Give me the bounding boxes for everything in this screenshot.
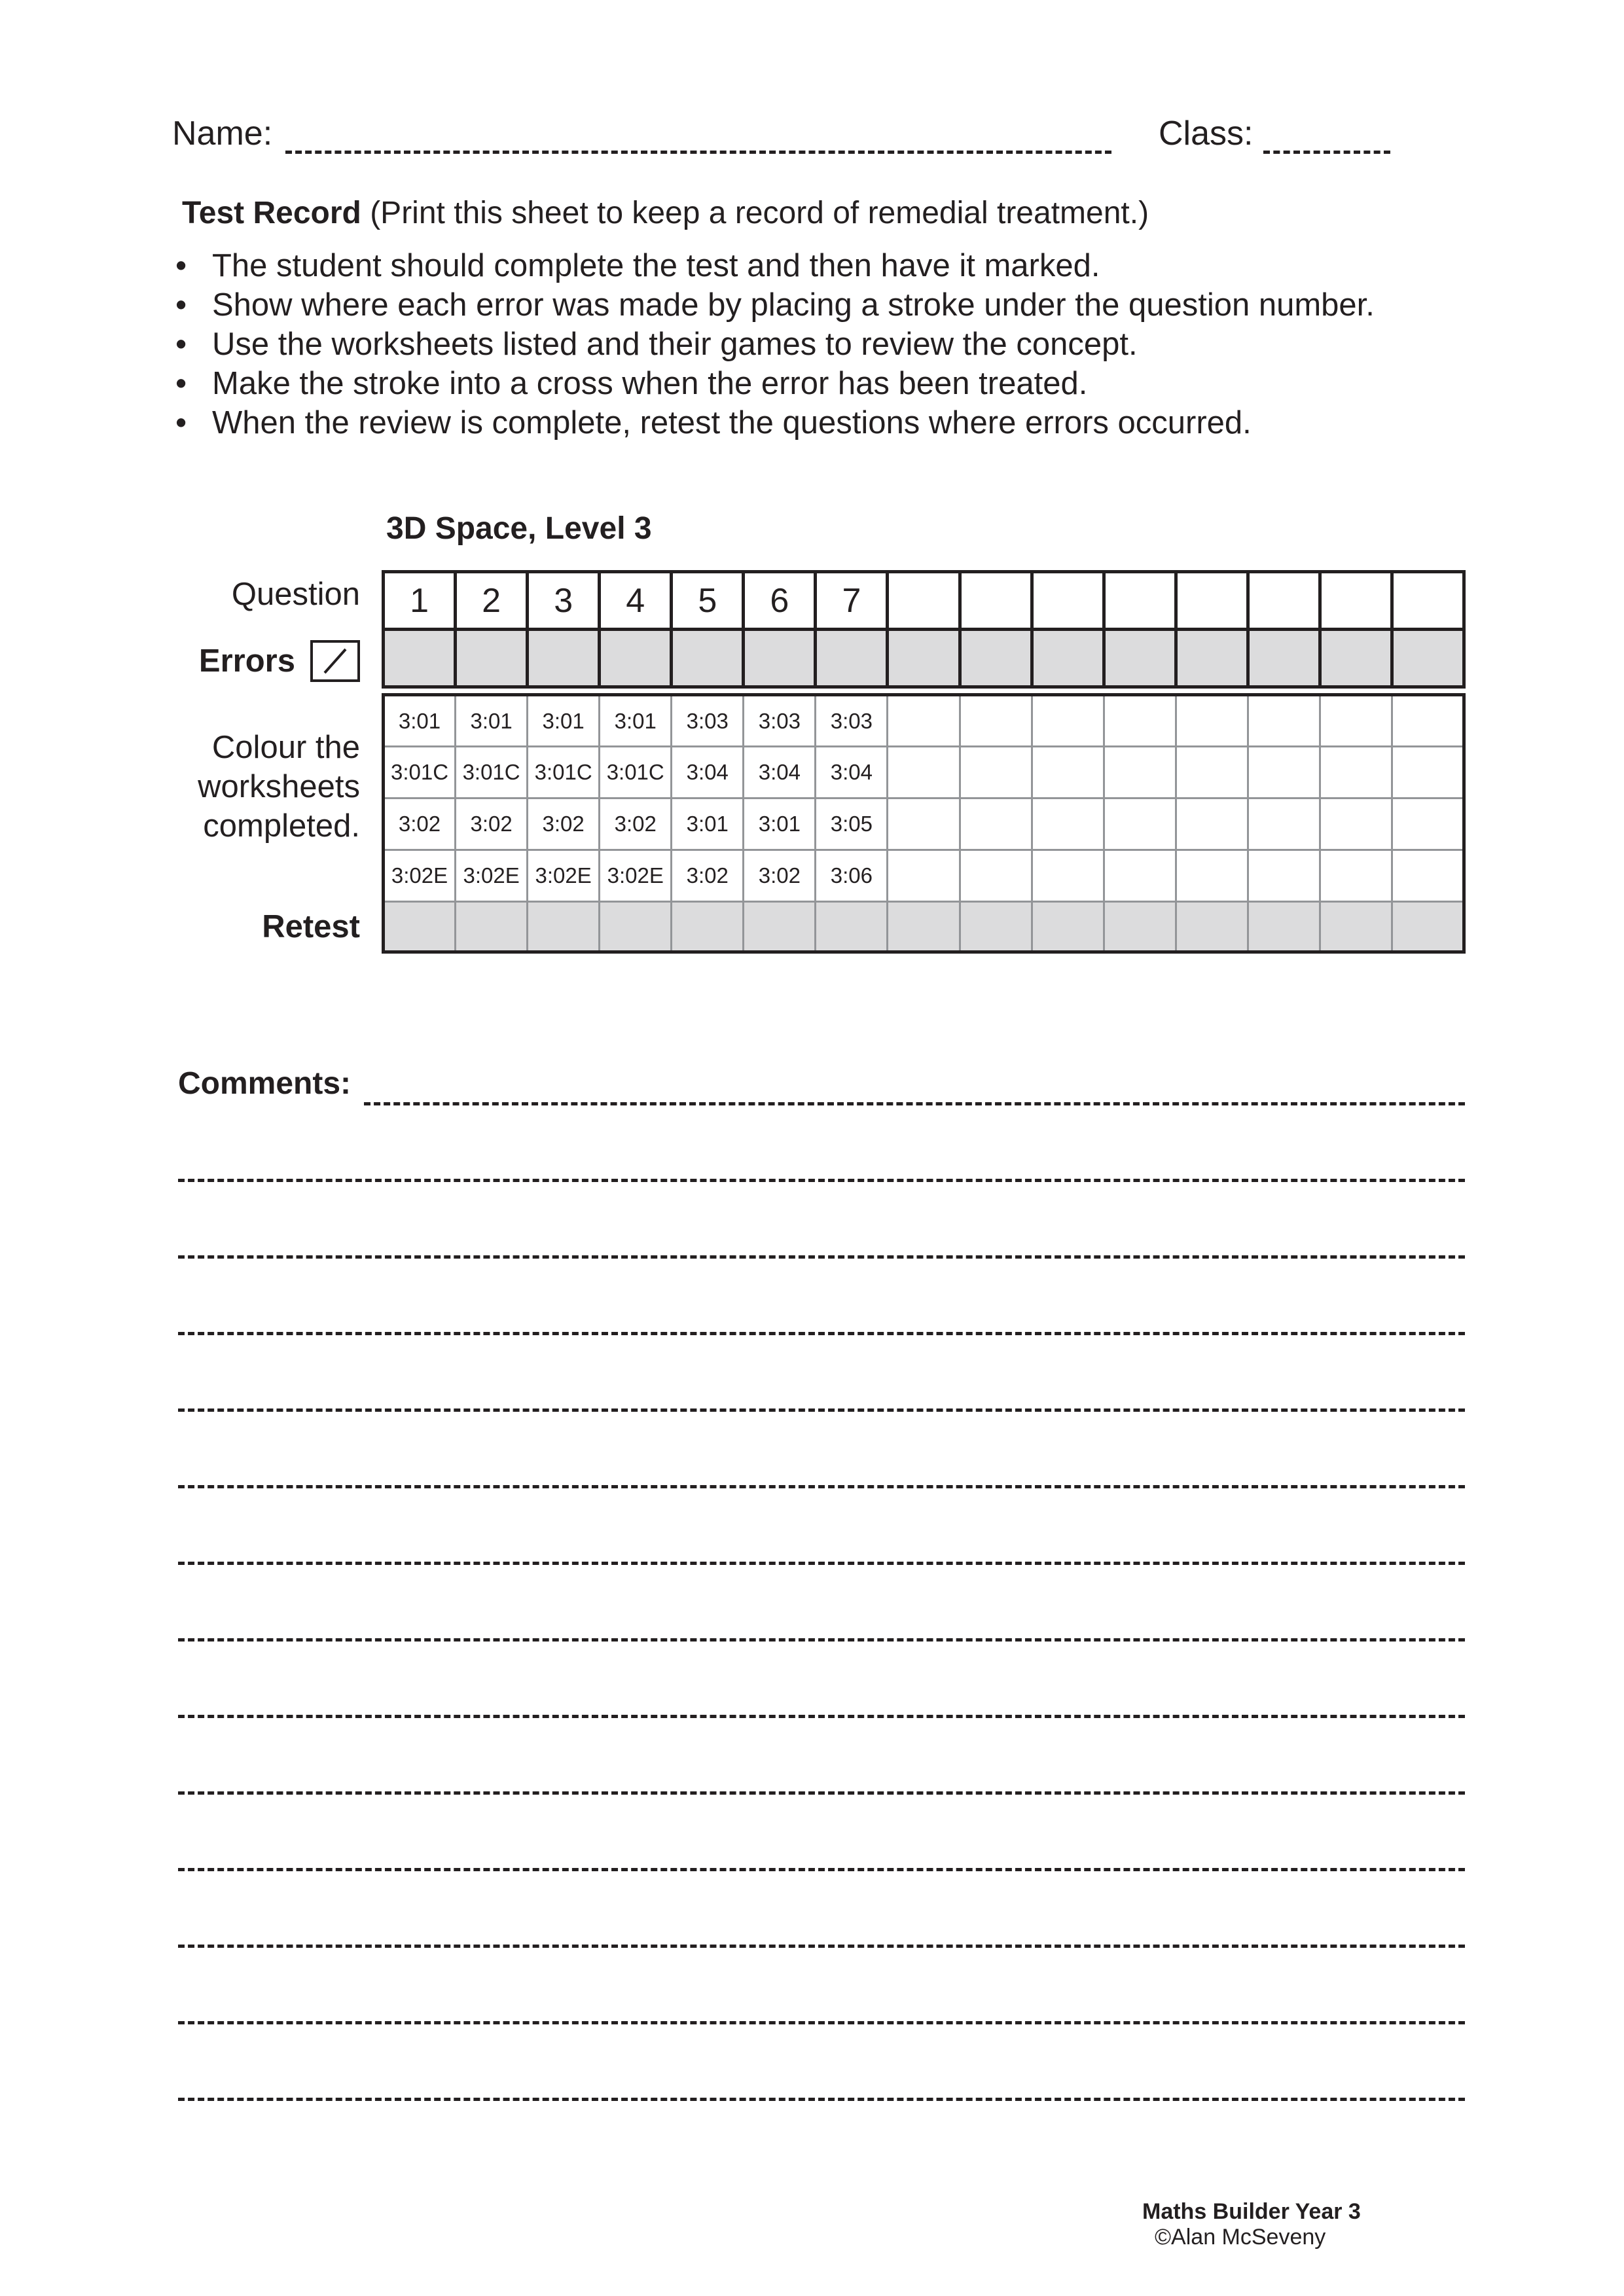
question-number bbox=[1032, 572, 1104, 630]
comment-line[interactable] bbox=[178, 2021, 1465, 2024]
worksheet-cell[interactable]: 3:02E bbox=[456, 850, 528, 902]
worksheet-cell[interactable] bbox=[1176, 695, 1248, 747]
worksheet-cell[interactable]: 3:01C bbox=[384, 747, 456, 798]
name-label: Name: bbox=[172, 115, 273, 152]
retest-label: Retest bbox=[262, 909, 360, 944]
worksheet-cell[interactable] bbox=[1104, 747, 1176, 798]
comments-label: Comments: bbox=[178, 1066, 352, 1101]
worksheet-cell[interactable]: 3:01 bbox=[528, 695, 600, 747]
worksheet-cell[interactable]: 3:06 bbox=[816, 850, 888, 902]
comment-line[interactable] bbox=[178, 1868, 1465, 1871]
error-cell[interactable] bbox=[960, 630, 1032, 687]
instruction-item: • The student should complete the test and then have it marked. bbox=[175, 246, 1375, 285]
worksheet-cell[interactable]: 3:01 bbox=[456, 695, 528, 747]
worksheet-cell[interactable]: 3:02E bbox=[384, 850, 456, 902]
worksheet-cell[interactable]: 3:02E bbox=[600, 850, 672, 902]
question-number bbox=[1176, 572, 1248, 630]
worksheet-cell[interactable]: 3:03 bbox=[672, 695, 744, 747]
worksheet-cell[interactable]: 3:03 bbox=[744, 695, 816, 747]
question-number bbox=[1320, 572, 1392, 630]
error-cell[interactable] bbox=[1032, 630, 1104, 687]
comment-line[interactable] bbox=[178, 1791, 1465, 1795]
worksheet-cell[interactable]: 3:02E bbox=[528, 850, 600, 902]
worksheet-table bbox=[382, 693, 1466, 954]
instruction-item: • When the review is complete, retest the questions where errors occurred. bbox=[175, 403, 1375, 442]
question-number: 3 bbox=[528, 572, 600, 630]
error-cell[interactable] bbox=[528, 630, 600, 687]
retest-cell[interactable] bbox=[1176, 902, 1248, 952]
worksheet-cell[interactable] bbox=[960, 747, 1032, 798]
worksheet-cell[interactable] bbox=[1176, 850, 1248, 902]
worksheet-cell[interactable]: 3:01 bbox=[600, 695, 672, 747]
worksheet-cell[interactable] bbox=[1248, 798, 1320, 850]
worksheet-cell[interactable] bbox=[888, 798, 960, 850]
worksheet-cell[interactable]: 3:02 bbox=[456, 798, 528, 850]
error-cell[interactable] bbox=[744, 630, 816, 687]
worksheet-cell[interactable]: 3:02 bbox=[384, 798, 456, 850]
comment-line[interactable] bbox=[178, 1408, 1465, 1412]
worksheet-cell[interactable]: 3:02 bbox=[744, 850, 816, 902]
worksheet-cell[interactable] bbox=[1392, 747, 1464, 798]
comment-line[interactable] bbox=[178, 1715, 1465, 1718]
worksheet-cell[interactable] bbox=[1032, 695, 1104, 747]
retest-cell[interactable] bbox=[960, 902, 1032, 952]
worksheet-cell[interactable]: 3:01 bbox=[384, 695, 456, 747]
question-number bbox=[960, 572, 1032, 630]
question-number bbox=[888, 572, 960, 630]
comment-line[interactable] bbox=[178, 1945, 1465, 1948]
comment-line[interactable] bbox=[178, 1179, 1465, 1182]
worksheet-cell[interactable]: 3:04 bbox=[672, 747, 744, 798]
question-table bbox=[382, 570, 1466, 689]
worksheet-cell[interactable]: 3:01 bbox=[672, 798, 744, 850]
worksheet-cell[interactable] bbox=[1320, 850, 1392, 902]
footer-title: Maths Builder Year 3 bbox=[1142, 2199, 1361, 2224]
class-label: Class: bbox=[1159, 115, 1254, 152]
worksheet-cell[interactable] bbox=[1176, 747, 1248, 798]
worksheet-cell[interactable] bbox=[1320, 695, 1392, 747]
worksheet-cell[interactable] bbox=[1176, 798, 1248, 850]
worksheet-cell[interactable] bbox=[1320, 798, 1392, 850]
retest-cell[interactable] bbox=[384, 902, 456, 952]
question-number: 1 bbox=[384, 572, 456, 630]
worksheet-cell[interactable] bbox=[888, 695, 960, 747]
stroke-key-box bbox=[310, 640, 360, 682]
worksheet-cell[interactable] bbox=[1104, 798, 1176, 850]
class-field-line[interactable] bbox=[1263, 151, 1390, 154]
comment-line[interactable] bbox=[178, 1562, 1465, 1565]
retest-cell[interactable] bbox=[1248, 902, 1320, 952]
worksheet-cell[interactable] bbox=[888, 850, 960, 902]
comment-line[interactable] bbox=[364, 1102, 1465, 1105]
comment-line[interactable] bbox=[178, 1485, 1465, 1488]
colour-label-3: completed. bbox=[203, 808, 360, 844]
worksheet-cell[interactable]: 3:05 bbox=[816, 798, 888, 850]
question-number bbox=[1392, 572, 1464, 630]
worksheet-row bbox=[384, 850, 1464, 902]
worksheet-cell[interactable]: 3:01C bbox=[528, 747, 600, 798]
colour-label-1: Colour the bbox=[211, 730, 360, 765]
question-number bbox=[1104, 572, 1176, 630]
worksheet-cell[interactable] bbox=[960, 798, 1032, 850]
error-cell[interactable] bbox=[1104, 630, 1176, 687]
retest-cell[interactable] bbox=[888, 902, 960, 952]
retest-cell[interactable] bbox=[744, 902, 816, 952]
question-label: Question bbox=[231, 577, 360, 612]
comment-line[interactable] bbox=[178, 1255, 1465, 1259]
worksheet-cell[interactable]: 3:04 bbox=[816, 747, 888, 798]
worksheet-cell[interactable]: 3:02 bbox=[672, 850, 744, 902]
worksheet-cell[interactable] bbox=[1104, 850, 1176, 902]
error-cell[interactable] bbox=[456, 630, 528, 687]
colour-label-2: worksheets bbox=[198, 769, 360, 804]
footer-copyright: ©Alan McSeveny bbox=[1155, 2225, 1326, 2250]
worksheet-cell[interactable] bbox=[888, 747, 960, 798]
worksheet-cell[interactable] bbox=[1032, 747, 1104, 798]
errors-row bbox=[384, 630, 1464, 687]
worksheet-cell[interactable] bbox=[960, 695, 1032, 747]
retest-cell[interactable] bbox=[1320, 902, 1392, 952]
question-number bbox=[1248, 572, 1320, 630]
question-number: 2 bbox=[456, 572, 528, 630]
retest-cell[interactable] bbox=[1104, 902, 1176, 952]
worksheet-cell[interactable] bbox=[1392, 798, 1464, 850]
worksheet-cell[interactable] bbox=[1248, 850, 1320, 902]
comment-line[interactable] bbox=[178, 1332, 1465, 1335]
errors-label: Errors bbox=[198, 643, 295, 679]
error-cell[interactable] bbox=[600, 630, 672, 687]
worksheet-cell[interactable] bbox=[1248, 695, 1320, 747]
worksheet-cell[interactable] bbox=[1392, 850, 1464, 902]
worksheet-cell[interactable] bbox=[1104, 695, 1176, 747]
instruction-item: • Use the worksheets listed and their games to review the concept. bbox=[175, 325, 1375, 364]
test-record-heading bbox=[182, 194, 1149, 233]
worksheet-cell[interactable]: 3:02 bbox=[600, 798, 672, 850]
error-cell[interactable] bbox=[1392, 630, 1464, 687]
worksheet-cell[interactable]: 3:03 bbox=[816, 695, 888, 747]
retest-cell[interactable] bbox=[1392, 902, 1464, 952]
question-number: 6 bbox=[744, 572, 816, 630]
worksheet-cell[interactable] bbox=[1320, 747, 1392, 798]
worksheet-cell[interactable]: 3:04 bbox=[744, 747, 816, 798]
record-title: 3D Space, Level 3 bbox=[386, 511, 652, 546]
error-cell[interactable] bbox=[1176, 630, 1248, 687]
error-cell[interactable] bbox=[672, 630, 744, 687]
worksheet-cell[interactable]: 3:01C bbox=[600, 747, 672, 798]
worksheet-cell[interactable] bbox=[1032, 850, 1104, 902]
error-cell[interactable] bbox=[888, 630, 960, 687]
retest-row bbox=[384, 902, 1464, 952]
instruction-list bbox=[175, 246, 1375, 442]
question-number: 7 bbox=[816, 572, 888, 630]
retest-cell[interactable] bbox=[528, 902, 600, 952]
worksheet-cell[interactable]: 3:01 bbox=[744, 798, 816, 850]
error-cell[interactable] bbox=[1320, 630, 1392, 687]
comment-line[interactable] bbox=[178, 2098, 1465, 2101]
name-field-line[interactable] bbox=[285, 151, 1111, 154]
retest-cell[interactable] bbox=[672, 902, 744, 952]
instruction-item: • Make the stroke into a cross when the error has been treated. bbox=[175, 364, 1375, 403]
retest-cell[interactable] bbox=[816, 902, 888, 952]
worksheet-row bbox=[384, 798, 1464, 850]
worksheet-cell[interactable] bbox=[1392, 695, 1464, 747]
question-number: 5 bbox=[672, 572, 744, 630]
worksheet-cell[interactable]: 3:01C bbox=[456, 747, 528, 798]
question-row bbox=[384, 572, 1464, 630]
comment-line[interactable] bbox=[178, 1638, 1465, 1641]
error-cell[interactable] bbox=[1248, 630, 1320, 687]
worksheet-cell[interactable] bbox=[960, 850, 1032, 902]
error-cell[interactable] bbox=[384, 630, 456, 687]
stroke-icon bbox=[313, 643, 357, 679]
worksheet-row bbox=[384, 695, 1464, 747]
worksheet-cell[interactable] bbox=[1032, 798, 1104, 850]
error-cell[interactable] bbox=[816, 630, 888, 687]
retest-cell[interactable] bbox=[456, 902, 528, 952]
worksheet-cell[interactable] bbox=[1248, 747, 1320, 798]
test-record-note: (Print this sheet to keep a record of remedial treatment.) bbox=[370, 196, 1149, 230]
worksheet-cell[interactable]: 3:02 bbox=[528, 798, 600, 850]
worksheet-row bbox=[384, 747, 1464, 798]
test-record-title: Test Record bbox=[182, 196, 361, 230]
instruction-item: • Show where each error was made by placing a stroke under the question number. bbox=[175, 285, 1375, 325]
retest-cell[interactable] bbox=[1032, 902, 1104, 952]
retest-cell[interactable] bbox=[600, 902, 672, 952]
question-number: 4 bbox=[600, 572, 672, 630]
